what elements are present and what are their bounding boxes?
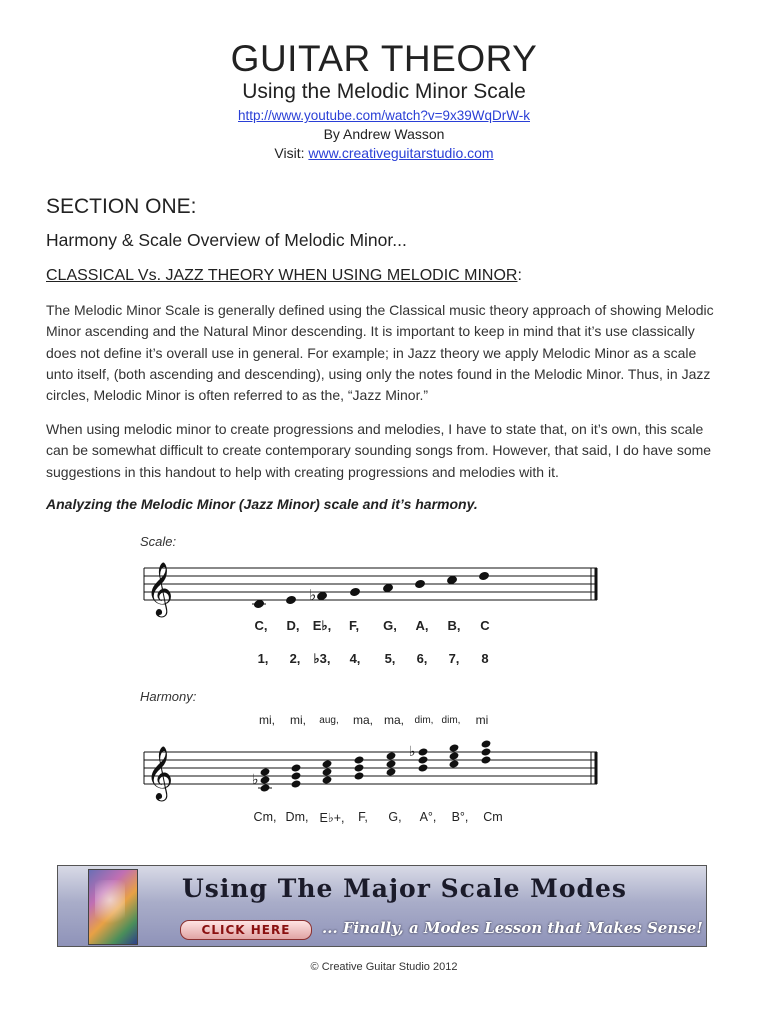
treble-clef-icon: 𝄞 xyxy=(146,561,174,615)
scale-degree: ♭3, xyxy=(313,651,331,666)
flat-sign-icon: ♭ xyxy=(252,772,259,788)
chord-name: Dm, xyxy=(285,810,309,824)
banner-title: Using The Major Scale Modes xyxy=(182,874,627,903)
section-heading: SECTION ONE: xyxy=(46,195,197,218)
document-title: GUITAR THEORY xyxy=(230,38,538,79)
degrees-row xyxy=(0,651,768,669)
chord-quality: dim, xyxy=(414,715,434,726)
harmony-chords xyxy=(258,739,491,792)
document-subtitle: Using the Melodic Minor Scale xyxy=(242,80,526,103)
chord-quality: ma, xyxy=(352,713,374,727)
harmony-label: Harmony: xyxy=(140,689,197,704)
scale-degree: 4, xyxy=(349,651,361,666)
course-cover-image xyxy=(88,869,138,945)
scale-degree: 2, xyxy=(289,651,301,666)
chord-name: F, xyxy=(358,810,368,824)
scale-label: Scale: xyxy=(140,534,177,549)
chord-quality: mi, xyxy=(290,713,306,727)
note-names-row xyxy=(0,618,768,636)
scale-degree: 8 xyxy=(481,651,489,666)
modes-lesson-banner[interactable] xyxy=(57,865,707,947)
note-name: A, xyxy=(415,618,429,633)
flat-sign-icon: ♭ xyxy=(409,744,416,760)
author-line: By Andrew Wasson xyxy=(323,126,445,142)
scale-degree: 5, xyxy=(384,651,396,666)
scale-degree: 6, xyxy=(416,651,428,666)
topic-heading: CLASSICAL Vs. JAZZ THEORY WHEN USING MELODIC MINOR xyxy=(46,267,518,284)
chord-quality: mi, xyxy=(259,713,275,727)
click-here-button[interactable]: CLICK HERE xyxy=(180,920,312,940)
chord-quality-row xyxy=(0,713,768,731)
analysis-heading: Analyzing the Melodic Minor (Jazz Minor) scale and it’s harmony. xyxy=(46,496,478,512)
harmony-staff xyxy=(144,752,597,784)
note-name: F, xyxy=(348,618,360,633)
chord-quality: ma, xyxy=(383,713,405,727)
note-name: E♭, xyxy=(312,618,332,633)
chord-names-row xyxy=(0,810,768,828)
scale-notes xyxy=(252,571,489,608)
section-subheading: Harmony & Scale Overview of Melodic Minor... xyxy=(46,230,407,250)
paragraph-2: When using melodic minor to create progressions and melodies, I have to state that, on it’s own, this scale can be somewhat difficult to create contemporary sounding songs from. However, that said, I do have some suggestions in this handout to help with creating progressions and melodies with it. xyxy=(46,421,712,480)
note-name: D, xyxy=(286,618,300,633)
chord-quality: mi xyxy=(475,713,489,727)
chord-name: B°, xyxy=(451,810,469,824)
chord-quality: dim, xyxy=(441,715,461,726)
topic-colon: : xyxy=(517,267,522,284)
chord-name: E♭+, xyxy=(319,811,345,825)
chord-name: G, xyxy=(388,810,402,824)
note-name: C, xyxy=(254,618,268,633)
flat-sign-icon: ♭ xyxy=(309,586,317,604)
chord-quality: aug, xyxy=(319,715,339,726)
chord-name: Cm, xyxy=(253,810,277,824)
note-name: G, xyxy=(383,618,397,633)
website-link[interactable]: www.creativeguitarstudio.com xyxy=(308,145,494,161)
note-name: B, xyxy=(447,618,461,633)
chord-name: A°, xyxy=(419,810,437,824)
chord-name: Cm xyxy=(483,810,503,824)
banner-tagline: ... Finally, a Modes Lesson that Makes Sense! xyxy=(322,919,703,937)
scale-staff xyxy=(144,568,597,600)
paragraph-1: The Melodic Minor Scale is generally defined using the Classical music theory approach of showing Melodic Minor ascending and the Natural Minor descending. It is important to keep in mind that it’s use classically does not define it’s overall use in general. For example; in Jazz theory we apply Melodic Minor as a scale unto itself, (both ascending and descending), using only the notes found in the Melodic Minor. Thus, in Jazz circles, Melodic Minor is often referred to as the, “Jazz Minor.” xyxy=(46,302,714,404)
video-link[interactable]: http://www.youtube.com/watch?v=9x39WqDrW-k xyxy=(238,108,530,123)
scale-degree: 1, xyxy=(257,651,269,666)
note-name: C xyxy=(480,618,490,633)
visit-label: Visit: xyxy=(274,145,309,161)
scale-degree: 7, xyxy=(448,651,460,666)
copyright-footer: © Creative Guitar Studio 2012 xyxy=(310,961,458,973)
treble-clef-icon: 𝄞 xyxy=(146,745,174,799)
